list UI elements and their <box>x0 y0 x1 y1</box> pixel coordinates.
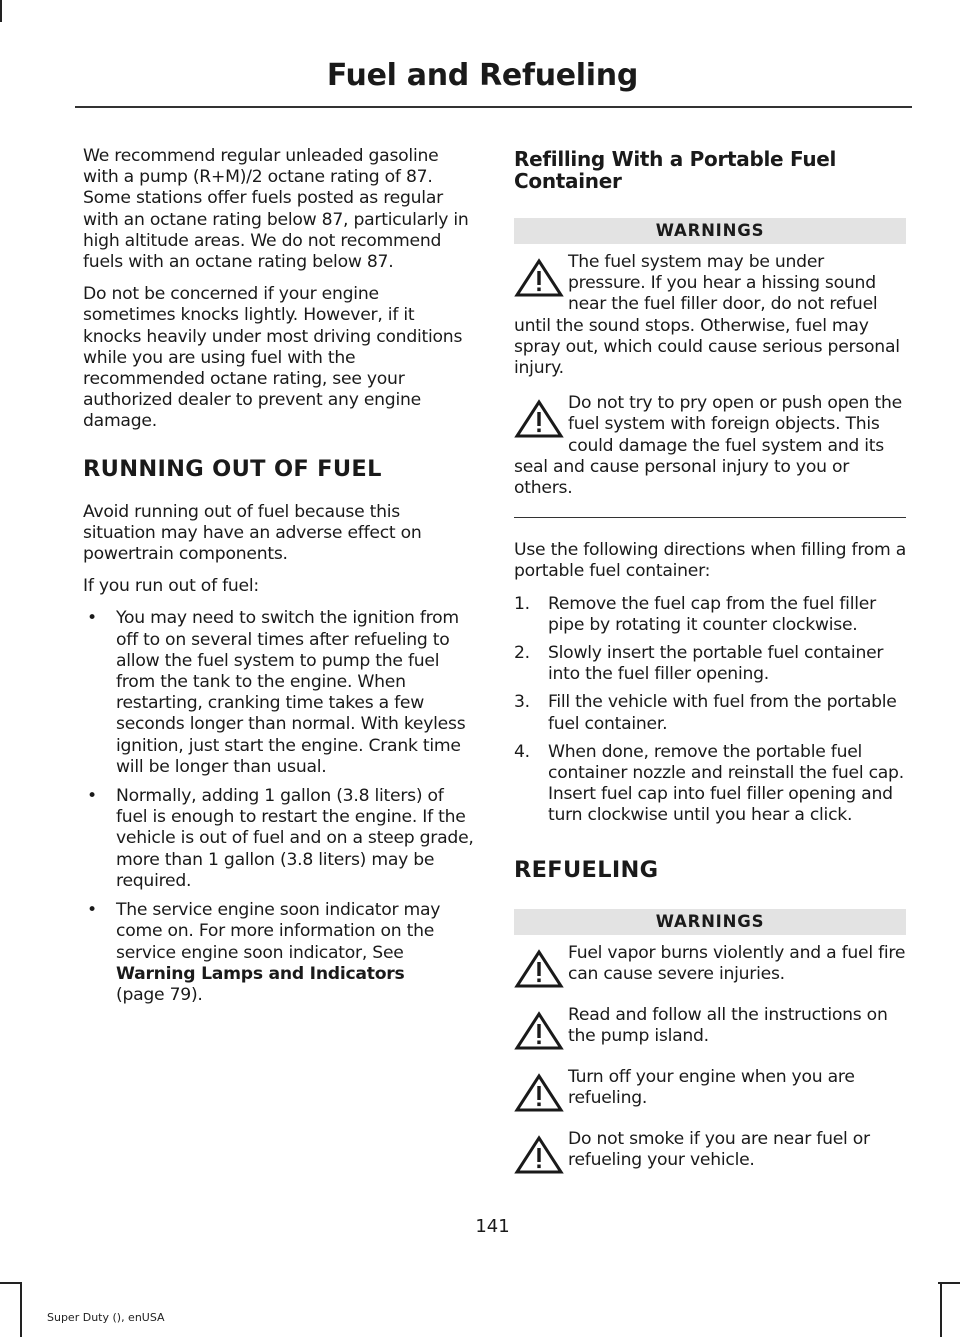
list-item <box>514 643 906 685</box>
cross-reference-page: (page 79). <box>116 984 203 1005</box>
warning-item <box>514 1129 906 1177</box>
warning-item <box>514 393 906 499</box>
bullet-mark: • <box>87 900 97 921</box>
section-title-refueling: REFUELING <box>514 856 659 883</box>
section-paragraph-2: If you run out of fuel: <box>83 576 259 597</box>
bullet-list <box>83 608 475 1006</box>
warning-text: Read and follow all the instructions on the pump island. <box>568 1004 888 1046</box>
intro-paragraph-1: We recommend regular unleaded gasoline with a pump (R+M)/2 octane rating of 87. Some stations offer fuels posted as regular with an octane rating below 87, particularly in high altitude areas. We do not recommend fuels with an octane rating below 87. <box>83 146 469 273</box>
page-header-title: Fuel and Refueling <box>326 58 638 93</box>
warning-text: The fuel system may be under pressure. If you hear a hissing sound near the fuel filler door, do not refuel until the sound stops. Otherwise, fuel may spray out, which could cause serious personal injury. <box>514 252 900 379</box>
bullet-text: The service engine soon indicator may come on. For more information on the service engine soon indicator, See <box>116 900 441 963</box>
warning-triangle-icon <box>514 1011 564 1051</box>
warning-triangle-icon <box>514 1073 564 1113</box>
warning-triangle-icon <box>514 1135 564 1175</box>
crop-mark <box>20 1282 22 1337</box>
left-column <box>83 146 475 1014</box>
step-text: Remove the fuel cap from the fuel filler pipe by rotating it counter clockwise. <box>548 593 876 635</box>
warning-text: Turn off your engine when you are refueling. <box>568 1066 855 1108</box>
warning-triangle-icon <box>514 258 564 298</box>
bullet-mark: • <box>87 786 97 807</box>
step-number: 1. <box>514 593 530 614</box>
section-paragraph-1: Avoid running out of fuel because this situation may have an adverse effect on powertrain components. <box>83 501 422 565</box>
bullet-text: You may need to switch the ignition from off to on several times after refueling to allow the fuel system to pump the fuel from the tank to the engine. When restarting, cranking time takes a few seconds longer than normal. With keyless ignition, just start the engine. Crank time will be longer than usual. <box>116 608 466 777</box>
intro-paragraph-2: Do not be concerned if your engine sometimes knocks lightly. However, if it knocks heavily under most driving conditions while you are using fuel with the recommended octane rating, see your authorized dealer to prevent any engine damage. <box>83 284 463 432</box>
step-text: Slowly insert the portable fuel container into the fuel filler opening. <box>548 643 884 685</box>
bullet-text: Normally, adding 1 gallon (3.8 liters) of fuel is enough to restart the engine. If the vehicle is out of fuel and on a steep grade, more than 1 gallon (3.8 liters) may be required. <box>116 786 474 891</box>
warning-item <box>514 1067 906 1115</box>
list-item <box>514 692 906 734</box>
steps-list <box>514 594 906 827</box>
crop-mark <box>0 0 2 22</box>
list-item <box>514 594 906 636</box>
warning-text: Do not try to pry open or push open the fuel system with foreign objects. This could damage the fuel system and its seal and cause personal injury to you or others. <box>514 393 902 499</box>
list-item <box>83 786 475 892</box>
step-number: 3. <box>514 692 530 713</box>
step-number: 4. <box>514 741 530 762</box>
warnings-end-rule <box>514 513 906 518</box>
warning-item <box>514 943 906 991</box>
step-text: When done, remove the portable fuel container nozzle and reinstall the fuel cap. Insert fuel cap into fuel filler opening and turn clockwise until you hear a click. <box>548 741 904 826</box>
steps-intro: Use the following directions when filling from a portable fuel container: <box>514 540 907 582</box>
warning-text: Do not smoke if you are near fuel or refueling your vehicle. <box>568 1128 870 1170</box>
section-title-running-out-of-fuel: RUNNING OUT OF FUEL <box>83 455 382 482</box>
list-item <box>83 900 475 1006</box>
footer-doc-info: Super Duty (), enUSA <box>47 1311 165 1324</box>
warnings-header: WARNINGS <box>514 909 906 935</box>
crop-mark <box>940 1282 942 1337</box>
warnings-header: WARNINGS <box>514 218 906 244</box>
cross-reference-link[interactable]: Warning Lamps and Indicators <box>116 963 405 984</box>
warning-triangle-icon <box>514 949 564 989</box>
warning-item <box>514 1005 906 1053</box>
right-column <box>514 146 906 1191</box>
step-number: 2. <box>514 643 530 664</box>
list-item <box>514 742 906 827</box>
crop-mark <box>0 1282 22 1284</box>
warning-text: Fuel vapor burns violently and a fuel fire can cause severe injuries. <box>568 942 906 984</box>
warning-item <box>514 252 906 379</box>
bullet-mark: • <box>87 608 97 629</box>
header-rule <box>75 106 912 108</box>
page-number: 141 <box>475 1216 510 1237</box>
step-text: Fill the vehicle with fuel from the portable fuel container. <box>548 692 897 734</box>
subsection-title-portable-container: Refilling With a Portable Fuel Container <box>514 147 837 193</box>
list-item <box>83 608 475 778</box>
warning-triangle-icon <box>514 399 564 439</box>
